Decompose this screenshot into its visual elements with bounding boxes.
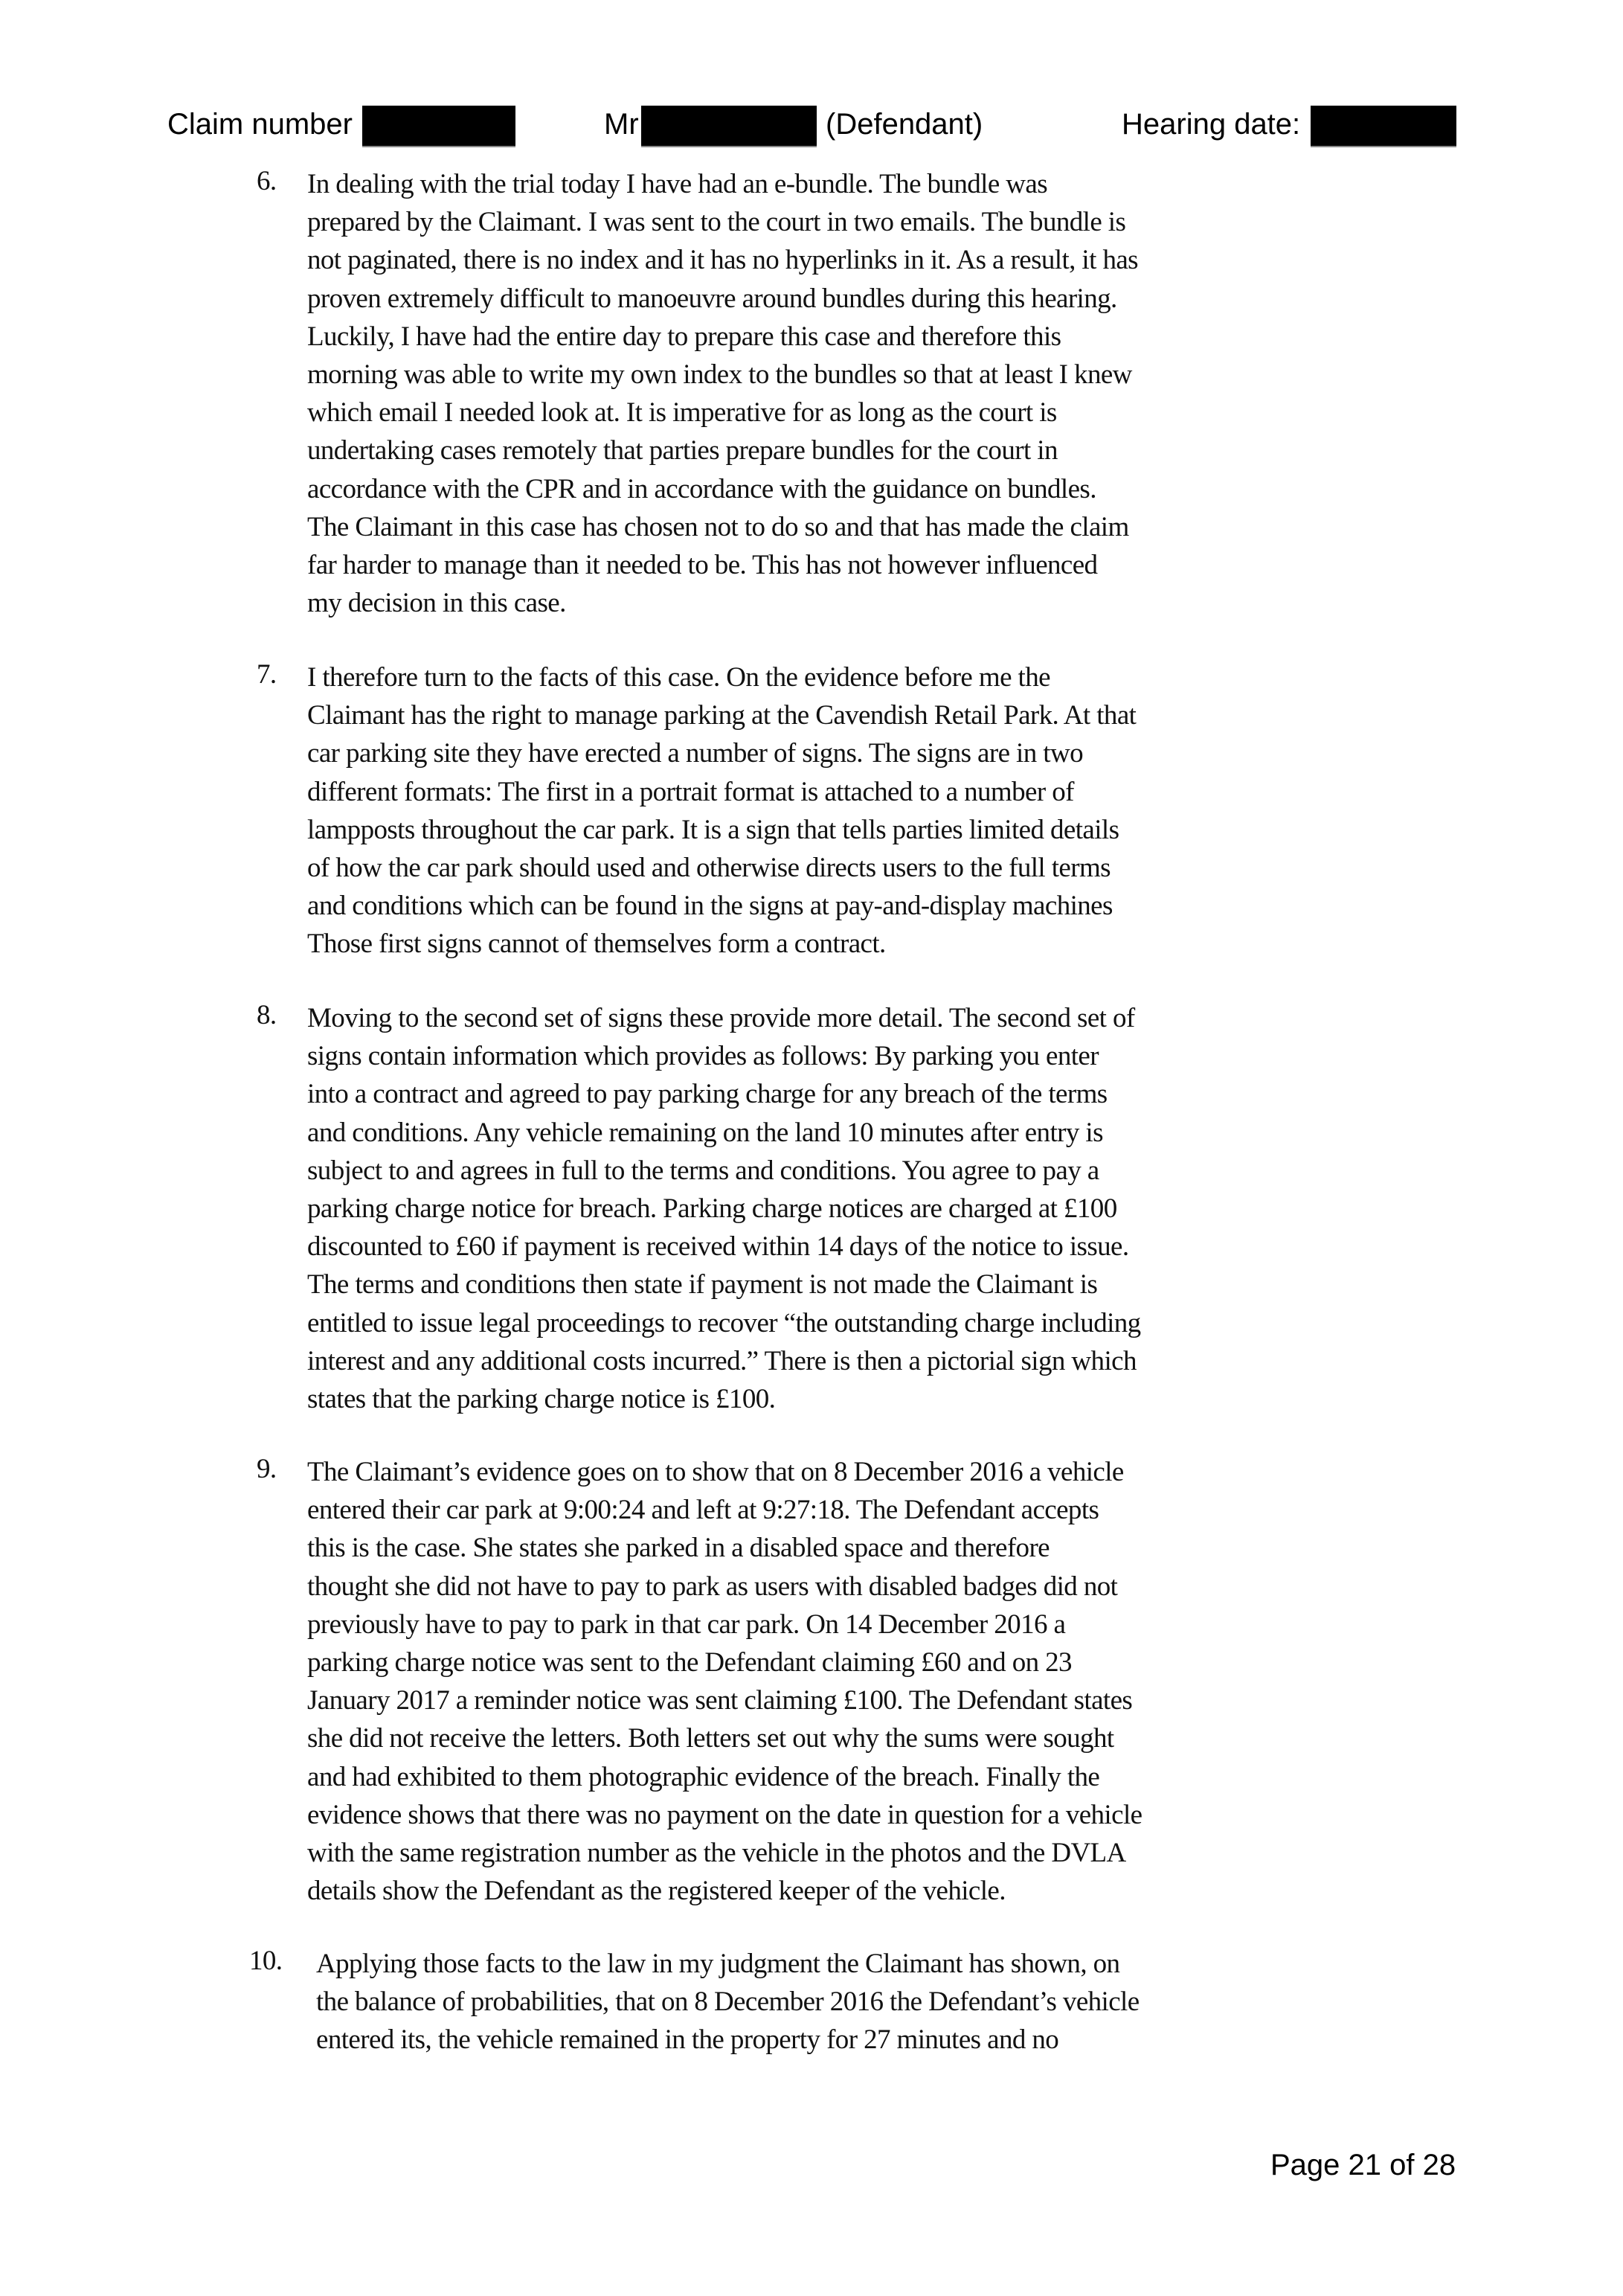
text-line: previously have to pay to park in that car park. On 14 December 2016 a bbox=[307, 1609, 1066, 1640]
text-line: different formats: The first in a portrait format is attached to a number of bbox=[307, 776, 1074, 807]
text-line: discounted to £60 if payment is received within 14 days of the notice to issue. bbox=[307, 1231, 1129, 1263]
text-line: entered their car park at 9:00:24 and left at 9:27:18. The Defendant accepts bbox=[307, 1495, 1099, 1526]
paragraph-number: 9. bbox=[257, 1454, 277, 1484]
text-line: lampposts throughout the car park. It is a sign that tells parties limited details bbox=[307, 814, 1119, 845]
text-line: parking charge notice was sent to the Defendant claiming £60 and on 23 bbox=[307, 1646, 1072, 1678]
paragraph-number: 7. bbox=[257, 659, 277, 690]
text-line: not paginated, there is no index and it has no hyperlinks in it. As a result, it has bbox=[307, 245, 1138, 276]
text-line: morning was able to write my own index to the bundles so that at least I knew bbox=[307, 359, 1132, 390]
text-line: parking charge notice for breach. Parking charge notices are charged at £100 bbox=[307, 1193, 1117, 1224]
text-line: this is the case. She states she parked in a disabled space and therefore bbox=[307, 1533, 1050, 1564]
page-number: Page 21 of 28 bbox=[1270, 2149, 1456, 2181]
text-line: interest and any additional costs incurred.” There is then a pictorial sign which bbox=[307, 1345, 1137, 1376]
text-line: The terms and conditions then state if payment is not made the Claimant is bbox=[307, 1269, 1098, 1301]
page-header bbox=[0, 104, 1623, 149]
text-line: January 2017 a reminder notice was sent claiming £100. The Defendant states bbox=[307, 1685, 1133, 1716]
text-line: The Claimant’s evidence goes on to show that on 8 December 2016 a vehicle bbox=[307, 1457, 1124, 1487]
claim-number-label: Claim number bbox=[167, 108, 353, 141]
paragraph-number: 10. bbox=[249, 1946, 283, 1976]
text-line: proven extremely difficult to manoeuvre around bundles during this hearing. bbox=[307, 283, 1117, 314]
paragraph-number: 8. bbox=[257, 1000, 277, 1030]
text-line: accordance with the CPR and in accordance with the guidance on bundles. bbox=[307, 473, 1096, 504]
text-line: states that the parking charge notice is £100. bbox=[307, 1383, 776, 1414]
text-line: which email I needed look at. It is imperative for as long as the court is bbox=[307, 397, 1057, 429]
text-line: The Claimant in this case has chosen not to do so and that has made the claim bbox=[307, 511, 1129, 542]
text-line: Luckily, I have had the entire day to prepare this case and therefore this bbox=[307, 321, 1061, 352]
text-line: details show the Defendant as the registered keeper of the vehicle. bbox=[307, 1876, 1006, 1907]
text-line: and had exhibited to them photographic evidence of the breach. Finally the bbox=[307, 1761, 1100, 1792]
hearing-date-label: Hearing date: bbox=[1122, 108, 1301, 141]
text-line: thought she did not have to pay to park as users with disabled badges did not bbox=[307, 1571, 1118, 1602]
text-line: I therefore turn to the facts of this case. On the evidence before me the bbox=[307, 662, 1050, 693]
redacted-hearing-date bbox=[1311, 106, 1456, 147]
text-line: far harder to manage than it needed to be. This has not however influenced bbox=[307, 549, 1098, 580]
text-line: and conditions. Any vehicle remaining on the land 10 minutes after entry is bbox=[307, 1117, 1103, 1148]
redacted-claim-number bbox=[362, 106, 515, 147]
text-line: entered its, the vehicle remained in the property for 27 minutes and no bbox=[316, 2024, 1059, 2056]
text-line: Claimant has the right to manage parking at the Cavendish Retail Park. At that bbox=[307, 700, 1137, 731]
defendant-label: (Defendant) bbox=[826, 108, 983, 141]
text-line: with the same registration number as the vehicle in the photos and the DVLA bbox=[307, 1837, 1126, 1868]
text-line: into a contract and agreed to pay parking charge for any breach of the terms bbox=[307, 1079, 1108, 1110]
text-line: and conditions which can be found in the signs at pay-and-display machines bbox=[307, 891, 1113, 922]
text-line: subject to and agrees in full to the terms and conditions. You agree to pay a bbox=[307, 1155, 1099, 1186]
text-line: Those first signs cannot of themselves form a contract. bbox=[307, 929, 886, 960]
text-line: Applying those facts to the law in my judgment the Claimant has shown, on bbox=[316, 1949, 1120, 1979]
text-line: of how the car park should used and otherwise directs users to the full terms bbox=[307, 852, 1111, 883]
text-line: prepared by the Claimant. I was sent to the court in two emails. The bundle is bbox=[307, 207, 1126, 238]
text-line: she did not receive the letters. Both letters set out why the sums were sought bbox=[307, 1723, 1114, 1754]
text-line: In dealing with the trial today I have had an e-bundle. The bundle was bbox=[307, 169, 1048, 199]
text-line: evidence shows that there was no payment on the date in question for a vehicle bbox=[307, 1799, 1142, 1830]
text-line: my decision in this case. bbox=[307, 588, 566, 619]
redacted-defendant-name bbox=[641, 106, 817, 147]
text-line: the balance of probabilities, that on 8 December 2016 the Defendant’s vehicle bbox=[316, 1986, 1140, 2018]
mr-label: Mr bbox=[604, 108, 639, 141]
text-line: undertaking cases remotely that parties prepare bundles for the court in bbox=[307, 435, 1058, 466]
paragraph-number: 6. bbox=[257, 166, 277, 196]
text-line: entitled to issue legal proceedings to recover “the outstanding charge including bbox=[307, 1307, 1141, 1338]
text-line: signs contain information which provides as follows: By parking you enter bbox=[307, 1041, 1099, 1072]
text-line: Moving to the second set of signs these provide more detail. The second set of bbox=[307, 1003, 1135, 1033]
text-line: car parking site they have erected a number of signs. The signs are in two bbox=[307, 738, 1083, 769]
